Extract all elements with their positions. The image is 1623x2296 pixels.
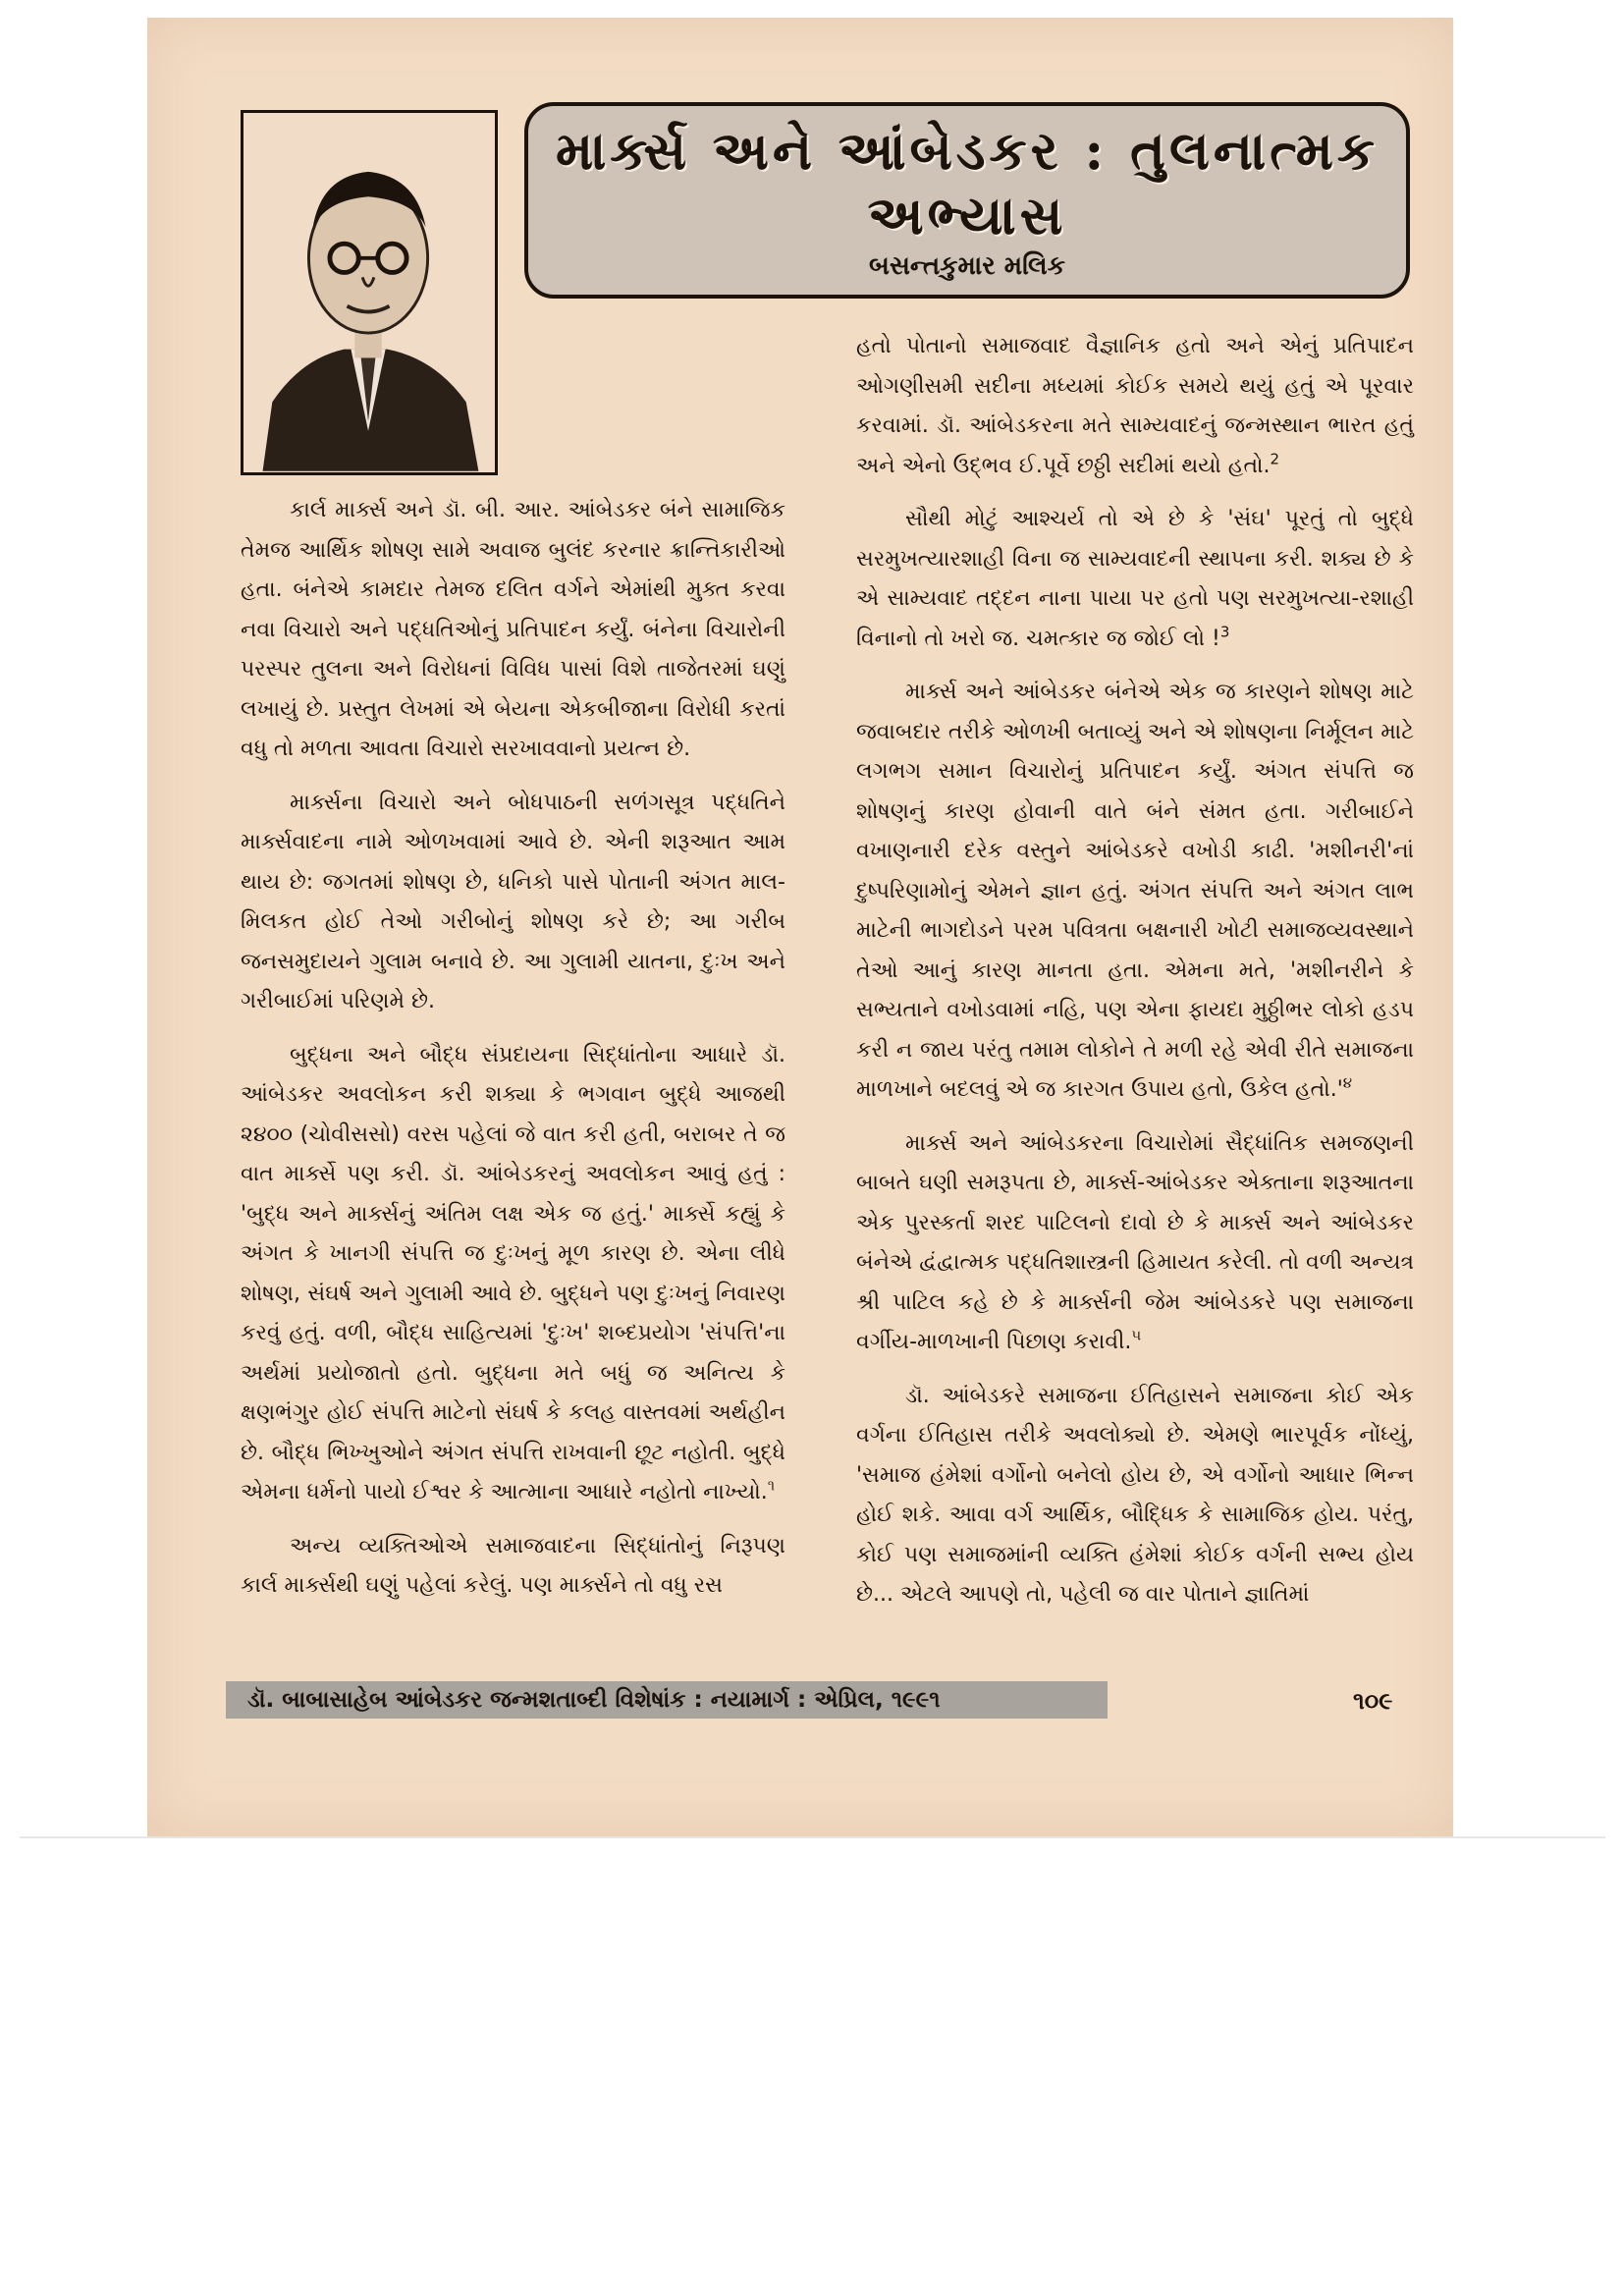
paragraph-text: ડૉ. આંબેડકરે સમાજના ઈતિહાસને સમાજના કોઈ એક વર્ગના ઈતિહાસ તરીકે અવલોક્યો છે. એમણે ભારપૂર્વક નોંધ્યું, 'સમાજ હંમેશાં વર્ગોનો બનેલો હોય છે, એ વર્ગોનો આધાર ભિન્ન હોઈ શકે. આવા વર્ગ આર્થિક, બૌદ્ધિક કે સામાજિક હોય. પરંતુ, કોઈ પણ સમાજમાંની વ્યક્તિ હંમેશાં કોઈક વર્ગની સભ્ય હોય છે... એટલે આપણે તો, પહેલી જ વાર પોતાને જ્ઞાતિમાં bbox=[856, 1383, 1414, 1607]
right-text-column bbox=[856, 327, 1414, 1629]
left-text-column bbox=[241, 491, 785, 1620]
paragraph-text: કાર્લ માર્ક્સ અને ડૉ. બી. આર. આંબેડકર બંને સામાજિક તેમજ આર્થિક શોષણ સામે અવાજ બુલંદ કરનાર ક્રાન્તિકારીઓ હતા. બંનેએ કામદાર તેમજ દલિત વર્ગને એમાંથી મુક્ત કરવા નવા વિચારો અને પદ્ધતિઓનું પ્રતિપાદન કર્યું. બંનેના વિચારોની પરસ્પર તુલના અને વિરોધનાં વિવિધ પાસાં વિશે તાજેતરમાં ઘણું લખાયું છે. પ્રસ્તુત લેખમાં એ બેયના એકબીજાના વિરોધી કરતાં વધુ તો મળતા આવતા વિચારો સરખાવવાનો પ્રયત્ન છે. bbox=[241, 498, 785, 761]
paragraph bbox=[241, 1036, 785, 1513]
article-title-line-1: માર્ક્સ અને આંબેડકર : તુલનાત્મક bbox=[555, 119, 1380, 182]
scan-edge-line bbox=[20, 1836, 1605, 1838]
footnote-ref: ૧ bbox=[767, 1476, 776, 1495]
footnote-ref: ૪ bbox=[1342, 1073, 1353, 1092]
article-title-box bbox=[524, 102, 1410, 299]
paragraph bbox=[856, 1377, 1414, 1615]
page-number: ૧૦૯ bbox=[1353, 1687, 1393, 1715]
footnote-ref: 3 bbox=[1219, 623, 1230, 641]
paragraph bbox=[241, 1527, 785, 1607]
paragraph-text: માર્ક્સના વિચારો અને બોધપાઠની સળંગસૂત્ર પદ્ધતિને માર્ક્સવાદના નામે ઓળખવામાં આવે છે. એની શરૂઆત આમ થાય છે: જગતમાં શોષણ છે, ધનિકો પાસે પોતાની અંગત માલ-મિલકત હોઈ તેઓ ગરીબોનું શોષણ કરે છે; આ ગરીબ જનસમુદાયને ગુલામ બનાવે છે. આ ગુલામી યાતના, દુઃખ અને ગરીબાઈમાં પરિણમે છે. bbox=[241, 790, 785, 1013]
portrait-illustration bbox=[241, 110, 498, 475]
paragraph-text: હતો પોતાનો સમાજવાદ વૈજ્ઞાનિક હતો અને એનું પ્રતિપાદન ઓગણીસમી સદીના મધ્યમાં કોઈક સમયે થયું હતું એ પૂરવાર કરવામાં. ડૉ. આંબેડકરના મતે સામ્યવાદનું જન્મસ્થાન ભારત હતું અને એનો ઉદ્ભવ ઈ.પૂર્વે છઠ્ઠી સદીમાં થયો હતો. bbox=[856, 334, 1414, 478]
paragraph-text: બુદ્ધના અને બૌદ્ધ સંપ્રદાયના સિદ્ધાંતોના આધારે ડૉ. આંબેડકર અવલોકન કરી શક્યા કે ભગવાન બુદ્ધે આજથી ૨૪૦૦ (ચોવીસસો) વરસ પહેલાં જે વાત કરી હતી, બરાબર તે જ વાત માર્ક્સે પણ કરી. ડૉ. આંબેડકરનું અવલોકન આવું હતું : 'બુદ્ધ અને માર્ક્સનું અંતિમ લક્ષ એક જ હતું.' માર્ક્સે કહ્યું કે અંગત કે ખાનગી સંપત્તિ જ દુઃખનું મૂળ કારણ છે. એના લીધે શોષણ, સંઘર્ષ અને ગુલામી આવે છે. બુદ્ધને પણ દુઃખનું નિવારણ કરવું હતું. વળી, બૌદ્ધ સાહિત્યમાં 'દુઃખ' શબ્દપ્રયોગ 'સંપત્તિ'ના અર્થમાં પ્રયોજાતો હતો. બુદ્ધના મતે બધું જ અનિત્ય કે ક્ષણભંગુર હોઈ સંપત્તિ માટેનો સંઘર્ષ કે કલહ વાસ્તવમાં અર્થહીન છે. બૌદ્ધ ભિખ્ખુઓને અંગત સંપત્તિ રાખવાની છૂટ નહોતી. બુદ્ધે એમના ધર્મનો પાયો ઈશ્વર કે આત્માના આધારે નહોતો નાખ્યો. bbox=[241, 1042, 785, 1504]
paragraph bbox=[856, 673, 1414, 1111]
paragraph bbox=[241, 784, 785, 1022]
journal-footer: ડૉ. બાબાસાહેબ આંબેડકર જન્મશતાબ્દી વિશેષાંક : નયામાર્ગ : એપ્રિલ, ૧૯૯૧ bbox=[226, 1681, 1108, 1719]
paragraph-text: માર્ક્સ અને આંબેડકર બંનેએ એક જ કારણને શોષણ માટે જવાબદાર તરીકે ઓળખી બતાવ્યું અને એ શોષણના નિર્મૂલન માટે લગભગ સમાન વિચારોનું પ્રતિપાદન કર્યું. અંગત સંપત્તિ જ શોષણનું કારણ હોવાની વાતે બંને સંમત હતા. ગરીબાઈને વખાણનારી દરેક વસ્તુને આંબેડકરે વખોડી કાઢી. 'મશીનરી'નાં દુષ્પરિણામોનું એમને જ્ઞાન હતું. અંગત સંપત્તિ અને અંગત લાભ માટેની ભાગદોડને પરમ પવિત્રતા બક્ષનારી ખોટી સમાજવ્યવસ્થાને તેઓ આનું કારણ માનતા હતા. એમના મતે, 'મશીનરીને કે સભ્યતાને વખોડવામાં નહિ, પણ એના ફાયદા મુઠ્ઠીભર લોકો હડપ કરી ન જાય પરંતુ તમામ લોકોને તે મળી રહે એવી રીતે સમાજના માળખાને બદલવું એ જ કારગત ઉપાય હતો, ઉકેલ હતો.' bbox=[856, 680, 1414, 1102]
paragraph bbox=[856, 327, 1414, 486]
paragraph bbox=[241, 491, 785, 770]
paragraph-text: માર્ક્સ અને આંબેડકરના વિચારોમાં સૈદ્ધાંતિક સમજણની બાબતે ઘણી સમરૂપતા છે, માર્ક્સ-આંબેડકર એક્તાના શરૂઆતના એક પુરસ્કર્તા શરદ પાટિલનો દાવો છે કે માર્ક્સ અને આંબેડકર બંનેએ દ્વંદ્વાત્મક પદ્ધતિશાસ્ત્રની હિમાયત કરેલી. તો વળી અન્યત્ર શ્રી પાટિલ કહે છે કે માર્ક્સની જેમ આંબેડકરે પણ સમાજના વર્ગીય-માળખાની પિછાણ કરાવી. bbox=[856, 1130, 1414, 1354]
article-title-line-2: અભ્યાસ bbox=[867, 184, 1067, 246]
portrait-sketch-icon bbox=[243, 113, 495, 472]
paragraph-text: સૌથી મોટું આશ્ચર્ય તો એ છે કે 'સંઘ' પૂરતું તો બુદ્ધે સરમુખત્યારશાહી વિના જ સામ્યવાદની સ્થાપના કરી. શક્ય છે કે એ સામ્યવાદ તદ્દન નાના પાયા પર હતો પણ સરમુખત્યા-રશાહી વિનાનો તો ખરો જ. ચમત્કાર જ જોઈ લો ! bbox=[856, 507, 1414, 651]
footnote-ref: ૫ bbox=[1131, 1326, 1142, 1344]
paragraph bbox=[856, 500, 1414, 659]
paragraph bbox=[856, 1124, 1414, 1363]
article-author: બસન્તકુમાર મલિક bbox=[868, 251, 1066, 281]
paragraph-text: અન્ય વ્યક્તિઓએ સમાજવાદના સિદ્ધાંતોનું નિરૂપણ કાર્લ માર્ક્સથી ઘણું પહેલાં કરેલું. પણ માર્ક્સને તો વધુ રસ bbox=[241, 1533, 785, 1598]
footnote-ref: 2 bbox=[1270, 450, 1280, 468]
